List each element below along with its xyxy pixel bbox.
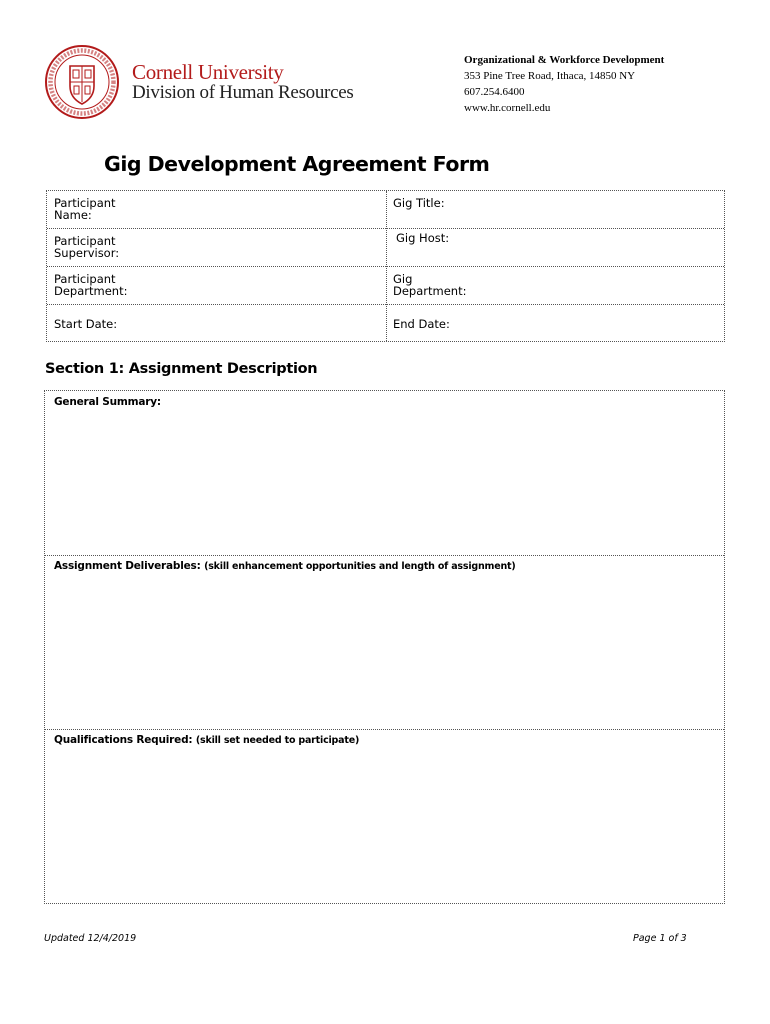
deliverables-note: (skill enhancement opportunities and length of assignment) — [204, 561, 516, 572]
field-label: Department: — [393, 284, 467, 298]
website-link[interactable]: www.hr.cornell.edu — [464, 102, 551, 114]
field-label: Participant — [54, 234, 116, 248]
field-label: Gig Title: — [393, 196, 445, 210]
participant-info-table — [46, 190, 725, 342]
section-1-title: Section 1: Assignment Description — [45, 361, 318, 377]
cornell-seal-icon — [44, 44, 120, 120]
section-divider — [45, 729, 724, 730]
deliverables-label-text: Assignment Deliverables: — [54, 560, 201, 572]
column-divider — [386, 191, 387, 341]
field-label: Participant — [54, 272, 116, 286]
end-date-field[interactable] — [393, 318, 718, 338]
qualifications-label — [54, 734, 359, 746]
address-block — [464, 52, 664, 116]
field-label: Name: — [54, 208, 92, 222]
qualifications-area[interactable] — [45, 751, 724, 901]
division-name: Division of Human Resources — [132, 82, 354, 103]
form-title: Gig Development Agreement Form — [104, 152, 490, 176]
field-label: End Date: — [393, 317, 450, 331]
gig-host-field[interactable] — [396, 232, 718, 262]
general-summary-label: General Summary: — [54, 396, 161, 408]
gig-title-field[interactable] — [393, 197, 718, 227]
field-label: Department: — [54, 284, 128, 298]
participant-department-field[interactable] — [54, 273, 379, 303]
qualifications-note: (skill set needed to participate) — [195, 735, 360, 746]
updated-date: Updated 12/4/2019 — [44, 933, 137, 944]
cornell-logo — [44, 44, 364, 122]
qualifications-label-text: Qualifications Required: — [54, 734, 193, 746]
page-number: Page 1 of 3 — [633, 933, 687, 944]
field-label: Participant — [54, 196, 116, 210]
field-label: Supervisor: — [54, 246, 120, 260]
participant-supervisor-field[interactable] — [54, 235, 379, 265]
deliverables-area[interactable] — [45, 577, 724, 727]
section-divider — [45, 555, 724, 556]
deliverables-label — [54, 560, 516, 572]
field-label: Start Date: — [54, 317, 118, 331]
general-summary-area[interactable] — [45, 413, 724, 553]
gig-department-field[interactable] — [393, 273, 718, 303]
org-name: Organizational & Workforce Development — [464, 54, 665, 66]
field-label: Gig — [393, 272, 413, 286]
street-address: 353 Pine Tree Road, Ithaca, 14850 NY — [464, 70, 636, 82]
field-label: Gig Host: — [396, 231, 450, 245]
participant-name-field[interactable] — [54, 197, 379, 227]
phone-number: 607.254.6400 — [464, 86, 525, 98]
university-name: Cornell University — [132, 60, 284, 84]
start-date-field[interactable] — [54, 318, 379, 338]
assignment-description-box — [44, 390, 725, 904]
